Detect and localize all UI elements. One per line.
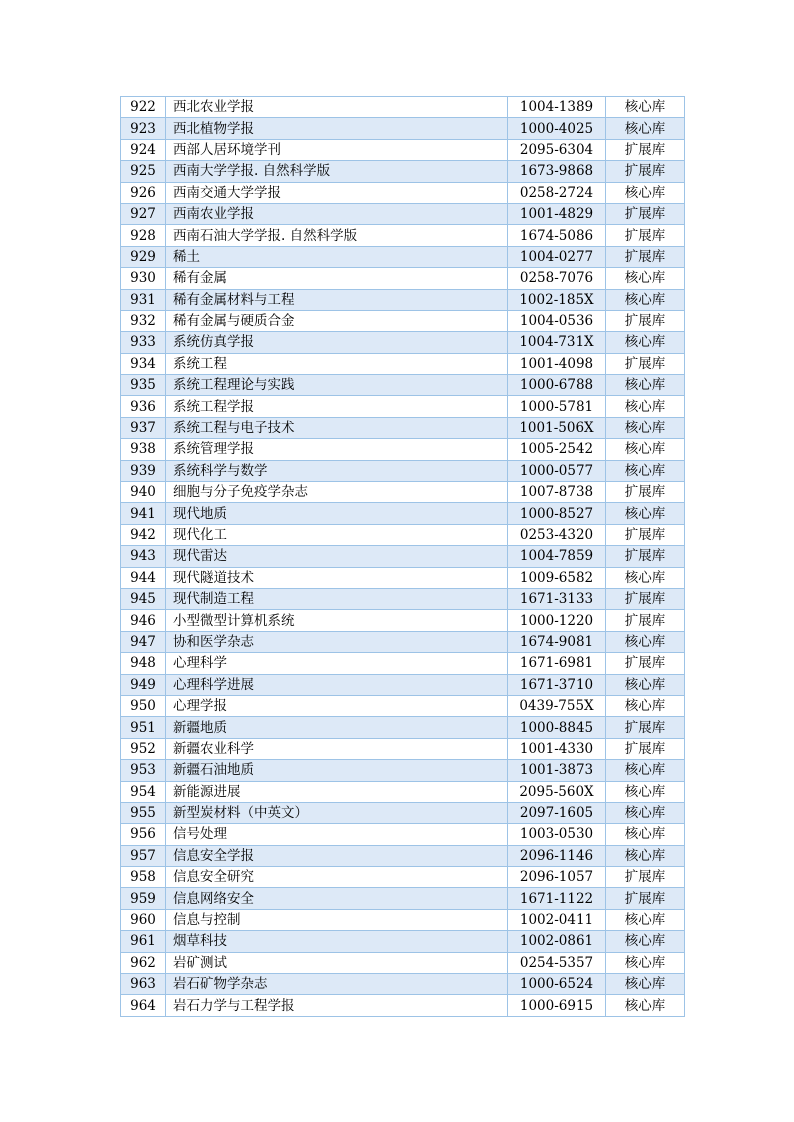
journal-issn: 1004-7859 — [508, 546, 606, 567]
journal-issn: 0254-5357 — [508, 952, 606, 973]
table-row — [121, 974, 685, 995]
journal-category: 扩展库 — [606, 867, 685, 888]
journal-issn: 1001-4098 — [508, 353, 606, 374]
journal-category: 扩展库 — [606, 888, 685, 909]
journal-category: 扩展库 — [606, 246, 685, 267]
journal-name: 稀有金属 — [166, 268, 508, 289]
journal-name: 岩矿测试 — [166, 952, 508, 973]
table-row — [121, 760, 685, 781]
journal-name: 系统仿真学报 — [166, 332, 508, 353]
journal-issn: 1674-9081 — [508, 631, 606, 652]
journal-name: 信息安全研究 — [166, 867, 508, 888]
row-number: 930 — [121, 268, 166, 289]
table-row — [121, 802, 685, 823]
journal-issn: 1001-4829 — [508, 203, 606, 224]
journal-name: 信息与控制 — [166, 909, 508, 930]
table-row — [121, 653, 685, 674]
row-number: 939 — [121, 460, 166, 481]
journal-category: 核心库 — [606, 909, 685, 930]
row-number: 948 — [121, 653, 166, 674]
table-row — [121, 738, 685, 759]
journal-category: 扩展库 — [606, 588, 685, 609]
journal-name: 系统管理学报 — [166, 439, 508, 460]
journal-issn: 0253-4320 — [508, 524, 606, 545]
journal-name: 系统工程理论与实践 — [166, 375, 508, 396]
row-number: 924 — [121, 139, 166, 160]
journal-name: 西部人居环境学刊 — [166, 139, 508, 160]
row-number: 954 — [121, 781, 166, 802]
journal-issn: 0439-755X — [508, 695, 606, 716]
journal-category: 扩展库 — [606, 524, 685, 545]
journal-category: 核心库 — [606, 567, 685, 588]
row-number: 957 — [121, 845, 166, 866]
row-number: 962 — [121, 952, 166, 973]
journal-issn: 1000-6915 — [508, 995, 606, 1016]
journal-issn: 1000-5781 — [508, 396, 606, 417]
journal-name: 烟草科技 — [166, 931, 508, 952]
journal-category: 核心库 — [606, 417, 685, 438]
table-row — [121, 225, 685, 246]
journal-name: 信号处理 — [166, 824, 508, 845]
journal-category: 核心库 — [606, 396, 685, 417]
table-row — [121, 567, 685, 588]
journal-category: 核心库 — [606, 974, 685, 995]
row-number: 953 — [121, 760, 166, 781]
journal-name: 系统工程学报 — [166, 396, 508, 417]
journal-category: 扩展库 — [606, 139, 685, 160]
journal-issn: 1004-0536 — [508, 310, 606, 331]
journal-issn: 1005-2542 — [508, 439, 606, 460]
row-number: 931 — [121, 289, 166, 310]
journal-issn: 2095-560X — [508, 781, 606, 802]
journal-name: 系统工程 — [166, 353, 508, 374]
journal-name: 细胞与分子免疫学杂志 — [166, 482, 508, 503]
row-number: 943 — [121, 546, 166, 567]
journal-name: 稀有金属与硬质合金 — [166, 310, 508, 331]
table-row — [121, 139, 685, 160]
journal-issn: 1003-0530 — [508, 824, 606, 845]
journal-category: 核心库 — [606, 460, 685, 481]
row-number: 961 — [121, 931, 166, 952]
table-row — [121, 182, 685, 203]
table-row — [121, 524, 685, 545]
journal-category: 扩展库 — [606, 161, 685, 182]
journal-name: 小型微型计算机系统 — [166, 610, 508, 631]
journal-issn: 1001-506X — [508, 417, 606, 438]
row-number: 927 — [121, 203, 166, 224]
journal-name: 信息网络安全 — [166, 888, 508, 909]
journal-issn: 1004-1389 — [508, 97, 606, 118]
table-row — [121, 268, 685, 289]
journal-category: 核心库 — [606, 674, 685, 695]
journal-issn: 1671-6981 — [508, 653, 606, 674]
table-row — [121, 867, 685, 888]
row-number: 938 — [121, 439, 166, 460]
row-number: 926 — [121, 182, 166, 203]
journal-name: 系统工程与电子技术 — [166, 417, 508, 438]
journal-issn: 1000-4025 — [508, 118, 606, 139]
row-number: 923 — [121, 118, 166, 139]
row-number: 933 — [121, 332, 166, 353]
table-row — [121, 888, 685, 909]
journal-category: 核心库 — [606, 332, 685, 353]
table-row — [121, 310, 685, 331]
journal-issn: 1000-1220 — [508, 610, 606, 631]
journal-category: 核心库 — [606, 97, 685, 118]
table-row — [121, 161, 685, 182]
journal-name: 西南石油大学学报. 自然科学版 — [166, 225, 508, 246]
row-number: 959 — [121, 888, 166, 909]
journal-name: 现代地质 — [166, 503, 508, 524]
journal-issn: 1004-731X — [508, 332, 606, 353]
table-row — [121, 353, 685, 374]
journal-issn: 1001-4330 — [508, 738, 606, 759]
journal-category: 核心库 — [606, 995, 685, 1016]
row-number: 928 — [121, 225, 166, 246]
journal-name: 现代制造工程 — [166, 588, 508, 609]
journal-name: 稀有金属材料与工程 — [166, 289, 508, 310]
row-number: 964 — [121, 995, 166, 1016]
journal-name: 西南大学学报. 自然科学版 — [166, 161, 508, 182]
table-row — [121, 417, 685, 438]
table-row — [121, 588, 685, 609]
row-number: 956 — [121, 824, 166, 845]
journal-issn: 1000-6788 — [508, 375, 606, 396]
table-row — [121, 97, 685, 118]
row-number: 937 — [121, 417, 166, 438]
journal-issn: 0258-2724 — [508, 182, 606, 203]
row-number: 958 — [121, 867, 166, 888]
journal-name: 稀土 — [166, 246, 508, 267]
table-row — [121, 289, 685, 310]
row-number: 929 — [121, 246, 166, 267]
journal-name: 新疆地质 — [166, 717, 508, 738]
journal-name: 心理科学 — [166, 653, 508, 674]
table-row — [121, 610, 685, 631]
table-row — [121, 845, 685, 866]
row-number: 940 — [121, 482, 166, 503]
journal-issn: 1002-0411 — [508, 909, 606, 930]
journal-category: 核心库 — [606, 931, 685, 952]
table-row — [121, 203, 685, 224]
journal-issn: 2096-1057 — [508, 867, 606, 888]
journal-issn: 1671-1122 — [508, 888, 606, 909]
journal-category: 扩展库 — [606, 546, 685, 567]
journal-issn: 1007-8738 — [508, 482, 606, 503]
table-row — [121, 909, 685, 930]
row-number: 941 — [121, 503, 166, 524]
journal-issn: 2096-1146 — [508, 845, 606, 866]
journal-name: 信息安全学报 — [166, 845, 508, 866]
row-number: 950 — [121, 695, 166, 716]
row-number: 945 — [121, 588, 166, 609]
journal-category: 扩展库 — [606, 610, 685, 631]
journal-category: 核心库 — [606, 845, 685, 866]
table-row — [121, 631, 685, 652]
journal-name: 西南农业学报 — [166, 203, 508, 224]
journal-category: 核心库 — [606, 760, 685, 781]
row-number: 946 — [121, 610, 166, 631]
journal-category: 核心库 — [606, 375, 685, 396]
journal-issn: 1004-0277 — [508, 246, 606, 267]
journal-name: 岩石矿物学杂志 — [166, 974, 508, 995]
journal-issn: 1000-8845 — [508, 717, 606, 738]
table-row — [121, 246, 685, 267]
table-row — [121, 546, 685, 567]
row-number: 935 — [121, 375, 166, 396]
journal-name: 新型炭材料（中英文） — [166, 802, 508, 823]
table-row — [121, 995, 685, 1016]
row-number: 936 — [121, 396, 166, 417]
journal-name: 西南交通大学学报 — [166, 182, 508, 203]
journal-name: 新疆石油地质 — [166, 760, 508, 781]
journal-category: 核心库 — [606, 695, 685, 716]
journal-name: 现代化工 — [166, 524, 508, 545]
table-row — [121, 482, 685, 503]
journal-issn: 1000-0577 — [508, 460, 606, 481]
journal-issn: 1000-8527 — [508, 503, 606, 524]
journal-issn: 1671-3710 — [508, 674, 606, 695]
table-row — [121, 396, 685, 417]
journal-category: 扩展库 — [606, 353, 685, 374]
journal-name: 现代隧道技术 — [166, 567, 508, 588]
journal-issn: 1673-9868 — [508, 161, 606, 182]
journal-issn: 1000-6524 — [508, 974, 606, 995]
journal-category: 扩展库 — [606, 203, 685, 224]
journal-category: 核心库 — [606, 631, 685, 652]
journal-category: 扩展库 — [606, 482, 685, 503]
table-row — [121, 824, 685, 845]
journal-category: 核心库 — [606, 118, 685, 139]
journal-issn: 1674-5086 — [508, 225, 606, 246]
row-number: 925 — [121, 161, 166, 182]
journal-name: 系统科学与数学 — [166, 460, 508, 481]
journal-name: 协和医学杂志 — [166, 631, 508, 652]
journal-table — [120, 96, 685, 1017]
table-row — [121, 781, 685, 802]
table-row — [121, 952, 685, 973]
journal-issn: 1671-3133 — [508, 588, 606, 609]
journal-category: 核心库 — [606, 781, 685, 802]
journal-category: 核心库 — [606, 824, 685, 845]
row-number: 960 — [121, 909, 166, 930]
table-row — [121, 460, 685, 481]
journal-category: 扩展库 — [606, 653, 685, 674]
row-number: 963 — [121, 974, 166, 995]
row-number: 947 — [121, 631, 166, 652]
table-row — [121, 439, 685, 460]
journal-category: 核心库 — [606, 952, 685, 973]
row-number: 934 — [121, 353, 166, 374]
row-number: 922 — [121, 97, 166, 118]
journal-category: 核心库 — [606, 182, 685, 203]
journal-issn: 0258-7076 — [508, 268, 606, 289]
table-row — [121, 375, 685, 396]
journal-category: 扩展库 — [606, 310, 685, 331]
journal-issn: 2095-6304 — [508, 139, 606, 160]
journal-category: 核心库 — [606, 503, 685, 524]
journal-table-body — [121, 97, 685, 1017]
journal-name: 心理学报 — [166, 695, 508, 716]
journal-name: 西北农业学报 — [166, 97, 508, 118]
journal-name: 心理科学进展 — [166, 674, 508, 695]
journal-category: 核心库 — [606, 268, 685, 289]
row-number: 949 — [121, 674, 166, 695]
journal-issn: 1009-6582 — [508, 567, 606, 588]
row-number: 944 — [121, 567, 166, 588]
row-number: 932 — [121, 310, 166, 331]
row-number: 942 — [121, 524, 166, 545]
journal-name: 现代雷达 — [166, 546, 508, 567]
table-row — [121, 931, 685, 952]
journal-name: 新疆农业科学 — [166, 738, 508, 759]
journal-name: 岩石力学与工程学报 — [166, 995, 508, 1016]
journal-category: 扩展库 — [606, 225, 685, 246]
journal-name: 新能源进展 — [166, 781, 508, 802]
row-number: 952 — [121, 738, 166, 759]
journal-issn: 1002-185X — [508, 289, 606, 310]
table-row — [121, 674, 685, 695]
table-row — [121, 503, 685, 524]
journal-category: 扩展库 — [606, 717, 685, 738]
journal-issn: 2097-1605 — [508, 802, 606, 823]
journal-issn: 1002-0861 — [508, 931, 606, 952]
table-row — [121, 332, 685, 353]
journal-category: 核心库 — [606, 439, 685, 460]
journal-category: 扩展库 — [606, 738, 685, 759]
journal-category: 核心库 — [606, 289, 685, 310]
journal-category: 核心库 — [606, 802, 685, 823]
table-row — [121, 717, 685, 738]
journal-name: 西北植物学报 — [166, 118, 508, 139]
table-row — [121, 118, 685, 139]
table-row — [121, 695, 685, 716]
row-number: 951 — [121, 717, 166, 738]
row-number: 955 — [121, 802, 166, 823]
journal-issn: 1001-3873 — [508, 760, 606, 781]
